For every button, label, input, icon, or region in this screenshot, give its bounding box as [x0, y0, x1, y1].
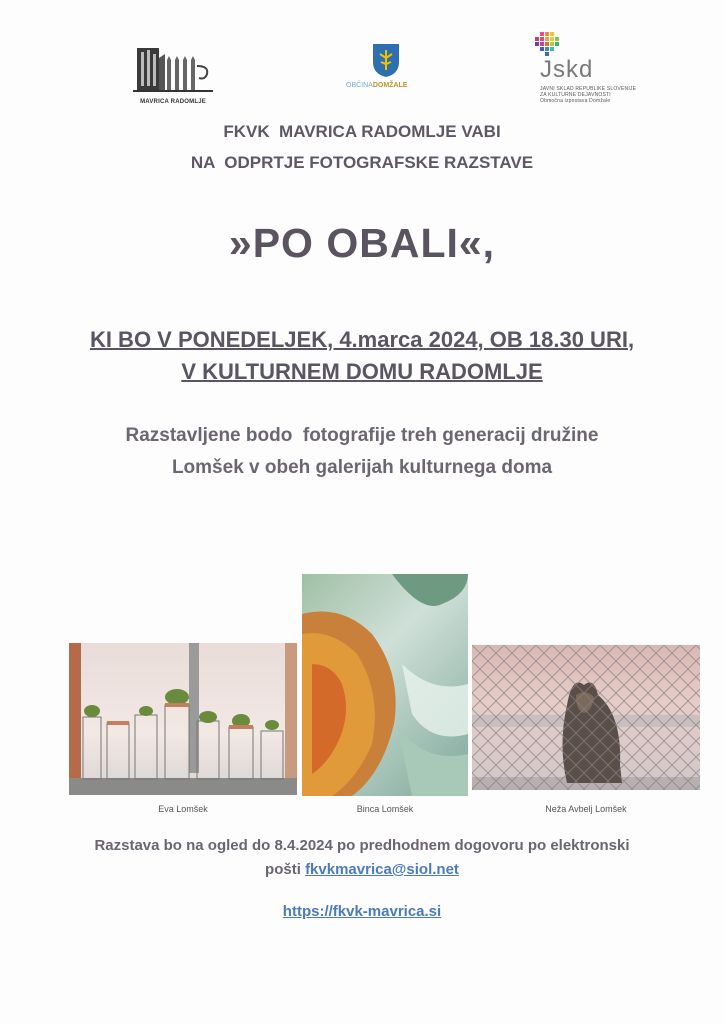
photo-eva — [69, 643, 297, 795]
photo-neza-image — [472, 645, 700, 790]
event-line-1: KI BO V PONEDELJEK, 4.marca 2024, OB 18.30 URI, — [89, 327, 635, 352]
photo-binca-image — [302, 574, 468, 796]
header-line-1: FKVK MAVRICA RADOMLJE VABI — [223, 122, 501, 141]
exhibition-title: »PO OBALI«, — [228, 220, 496, 266]
description-line-2: Lomšek v obeh galerijah kulturnega doma — [171, 457, 553, 478]
caption-neza: Neža Avbelj Lomšek — [545, 804, 627, 814]
jskd-logo — [530, 32, 640, 112]
domzale-label-prefix: OBČINA — [346, 82, 373, 89]
photo-neza — [472, 645, 700, 790]
mavrica-logo-label: MAVRICA RADOMLJE — [140, 99, 206, 105]
caption-eva: Eva Lomšek — [158, 804, 208, 814]
mavrica-logo — [133, 44, 213, 104]
website-link[interactable]: https://fkvk-mavrica.si — [282, 903, 442, 920]
event-line-2: V KULTURNEM DOMU RADOMLJE — [181, 359, 543, 384]
jskd-small-2: ZA KULTURNE DEJAVNOSTI — [540, 92, 611, 98]
domzale-label-suffix: DOMŽALE — [372, 82, 408, 89]
caption-binca: Binca Lomšek — [356, 804, 414, 814]
domzale-logo — [344, 42, 428, 98]
jskd-logo-label: Jskd — [540, 56, 594, 83]
jskd-small-3: Območna izpostava Domžale — [540, 98, 611, 104]
description-line-1: Razstavljene bodo fotografije treh generacij družine — [125, 425, 599, 446]
email-link[interactable]: fkvkmavrica@siol.net — [305, 861, 459, 878]
website-row — [0, 900, 724, 924]
photo-binca — [302, 574, 468, 796]
info-line-2 — [0, 858, 724, 882]
photo-eva-image — [69, 643, 297, 795]
jskd-small-1: JAVNI SKLAD REPUBLIKE SLOVENIJE — [540, 86, 637, 92]
mavrica-logo-icon — [133, 44, 213, 92]
domzale-crest-icon — [371, 42, 401, 78]
jskd-mosaic-icon — [534, 32, 560, 56]
info-line-1: Razstava bo na ogled do 8.4.2024 po predhodnem dogovoru po elektronski — [94, 837, 630, 854]
info-line-2-prefix: pošti — [265, 861, 301, 878]
header-line-2: NA ODPRTJE FOTOGRAFSKE RAZSTAVE — [190, 153, 534, 172]
